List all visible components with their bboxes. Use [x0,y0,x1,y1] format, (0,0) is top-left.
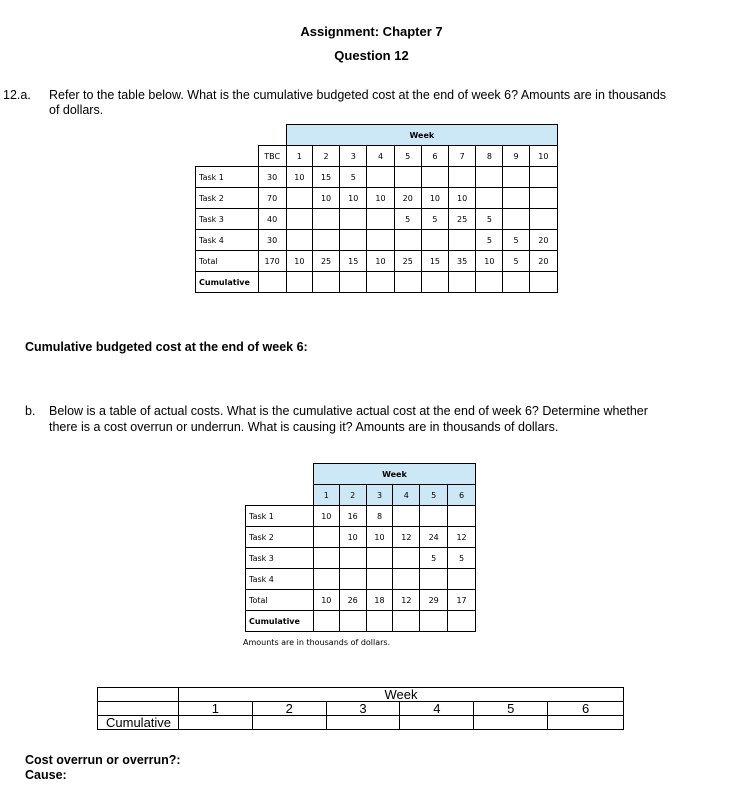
cell[interactable] [178,716,252,730]
cell: 15 [340,251,367,272]
cell[interactable] [258,272,286,293]
cell [476,188,503,209]
week-col-header: 1 [178,702,252,716]
cell[interactable] [326,716,400,730]
question-number-a: 12.a. [3,88,31,102]
cell [529,188,557,209]
table-row [246,527,476,548]
cell [420,569,448,590]
cell: 5 [476,209,503,230]
cell: 10 [449,188,476,209]
cell: 15 [421,251,448,272]
cell: 10 [340,188,367,209]
cell [393,569,420,590]
row-label: Task 4 [196,230,259,251]
question-number-b: b. [25,404,36,418]
row-label-cumulative: Cumulative [196,272,259,293]
question-a-line1: Refer to the table below. What is the cumulative budgeted cost at the end of week 6? Amounts are in thousands [49,88,667,102]
cell: 12 [448,527,476,548]
cell [367,230,394,251]
cell[interactable] [400,716,474,730]
cell[interactable] [286,272,312,293]
cell[interactable] [476,272,503,293]
cell: 10 [367,251,394,272]
cell[interactable] [366,611,393,632]
cell [313,548,339,569]
week-col-header: 2 [312,146,339,167]
cell [476,167,503,188]
cell: 25 [449,209,476,230]
cell [394,167,421,188]
cell [449,167,476,188]
cell: 5 [476,230,503,251]
week-col-header: 2 [252,702,326,716]
week-header: Week [286,125,557,146]
question-b-line2: there is a cost overrun or underrun. What is causing it? Amounts are in thousands of dollars. [49,420,559,434]
cell [529,167,557,188]
cell[interactable] [420,611,448,632]
cell [313,569,339,590]
cell [286,230,312,251]
table-row [246,611,476,632]
row-label: Task 2 [196,188,259,209]
actual-cost-table [245,463,476,632]
week-col-header: 6 [448,485,476,506]
cell [421,230,448,251]
cell: 8 [366,506,393,527]
cause-label: Cause: [25,768,67,782]
week-col-header: 5 [420,485,448,506]
cell[interactable] [313,611,339,632]
cell[interactable] [448,611,476,632]
cell[interactable] [548,716,624,730]
tbc-cell: 30 [258,167,286,188]
cell: 10 [313,590,339,611]
week-col-header: 4 [367,146,394,167]
cell [313,527,339,548]
week-col-header: 9 [503,146,529,167]
cell[interactable] [340,272,367,293]
question-a-line2: of dollars. [49,103,104,117]
cell [340,230,367,251]
cell [366,548,393,569]
table-row [98,716,624,730]
cell: 5 [503,251,529,272]
table-row [196,272,558,293]
row-label: Task 1 [246,506,314,527]
cell[interactable] [474,716,548,730]
cell: 17 [448,590,476,611]
week-header: Week [313,464,475,485]
cell[interactable] [312,272,339,293]
week-col-header: 4 [400,702,474,716]
cell: 5 [503,230,529,251]
row-label: Task 4 [246,569,314,590]
cell: 10 [367,188,394,209]
cell: 10 [313,506,339,527]
cell: 29 [420,590,448,611]
cell [421,167,448,188]
cell: 10 [421,188,448,209]
cell: 10 [286,167,312,188]
week-col-header: 3 [340,146,367,167]
cell [449,230,476,251]
week-col-header: 5 [394,146,421,167]
cell[interactable] [367,272,394,293]
cell[interactable] [394,272,421,293]
row-label: Task 3 [196,209,259,230]
row-label: Task 3 [246,548,314,569]
week-col-header: 3 [366,485,393,506]
cell [339,569,366,590]
cell [420,506,448,527]
cell: 12 [393,527,420,548]
table-row [246,548,476,569]
cell [393,506,420,527]
cell [367,167,394,188]
row-label: Task 2 [246,527,314,548]
cell[interactable] [421,272,448,293]
cell: 18 [366,590,393,611]
row-label: Total [196,251,259,272]
question-b-line1: Below is a table of actual costs. What is the cumulative actual cost at the end of week 6? Determine whether [49,404,648,418]
cell [367,209,394,230]
cell: 20 [529,251,557,272]
cell [312,230,339,251]
cell[interactable] [393,611,420,632]
cell [503,188,529,209]
cell [286,209,312,230]
cell [340,209,367,230]
answer-label-a: Cumulative budgeted cost at the end of week 6: [25,340,308,354]
cell: 24 [420,527,448,548]
cell[interactable] [503,272,529,293]
table-row [246,506,476,527]
cell [366,569,393,590]
week-col-header: 6 [548,702,624,716]
cell [529,209,557,230]
cell: 5 [420,548,448,569]
cell[interactable] [339,611,366,632]
cell: 16 [339,506,366,527]
week-col-header: 6 [421,146,448,167]
week-col-header: 8 [476,146,503,167]
cell [503,209,529,230]
cell: 10 [476,251,503,272]
cell: 12 [393,590,420,611]
cell: 5 [448,548,476,569]
cell[interactable] [449,272,476,293]
table-caption: Amounts are in thousands of dollars. [243,638,391,647]
cell [286,188,312,209]
overrun-label: Cost overrun or overrun?: [25,753,181,767]
table-row [246,569,476,590]
week-col-header: 10 [529,146,557,167]
table-row [246,590,476,611]
cell: 10 [339,527,366,548]
tbc-cell: 170 [258,251,286,272]
cell [448,506,476,527]
cell: 25 [312,251,339,272]
cell: 26 [339,590,366,611]
cell [312,209,339,230]
week-col-header: 3 [326,702,400,716]
tbc-cell: 30 [258,230,286,251]
cell: 10 [286,251,312,272]
tbc-header: TBC [258,146,286,167]
page-subtitle: Question 12 [334,48,409,63]
cell: 5 [421,209,448,230]
cell [448,569,476,590]
row-label: Total [246,590,314,611]
page-title: Assignment: Chapter 7 [300,24,443,39]
week-col-header: 5 [474,702,548,716]
cell: 35 [449,251,476,272]
tbc-cell: 40 [258,209,286,230]
cell: 20 [529,230,557,251]
row-label: Task 1 [196,167,259,188]
week-col-header: 1 [286,146,312,167]
cell: 15 [312,167,339,188]
cell: 10 [366,527,393,548]
table-row [196,209,558,230]
cell[interactable] [252,716,326,730]
table-row [196,251,558,272]
row-label-cumulative: Cumulative [246,611,314,632]
table-row [196,167,558,188]
cell: 10 [312,188,339,209]
week-col-header: 7 [449,146,476,167]
budget-table [195,124,558,293]
week-header: Week [178,688,623,702]
cell [339,548,366,569]
table-row [196,230,558,251]
cell[interactable] [529,272,557,293]
cell [394,230,421,251]
week-col-header: 2 [339,485,366,506]
week-col-header: 1 [313,485,339,506]
cell: 5 [394,209,421,230]
answer-table [97,687,624,730]
cell: 25 [394,251,421,272]
table-row [196,188,558,209]
row-label-cumulative: Cumulative [98,716,179,730]
cell: 5 [340,167,367,188]
tbc-cell: 70 [258,188,286,209]
cell [503,167,529,188]
week-col-header: 4 [393,485,420,506]
cell: 20 [394,188,421,209]
cell [393,548,420,569]
